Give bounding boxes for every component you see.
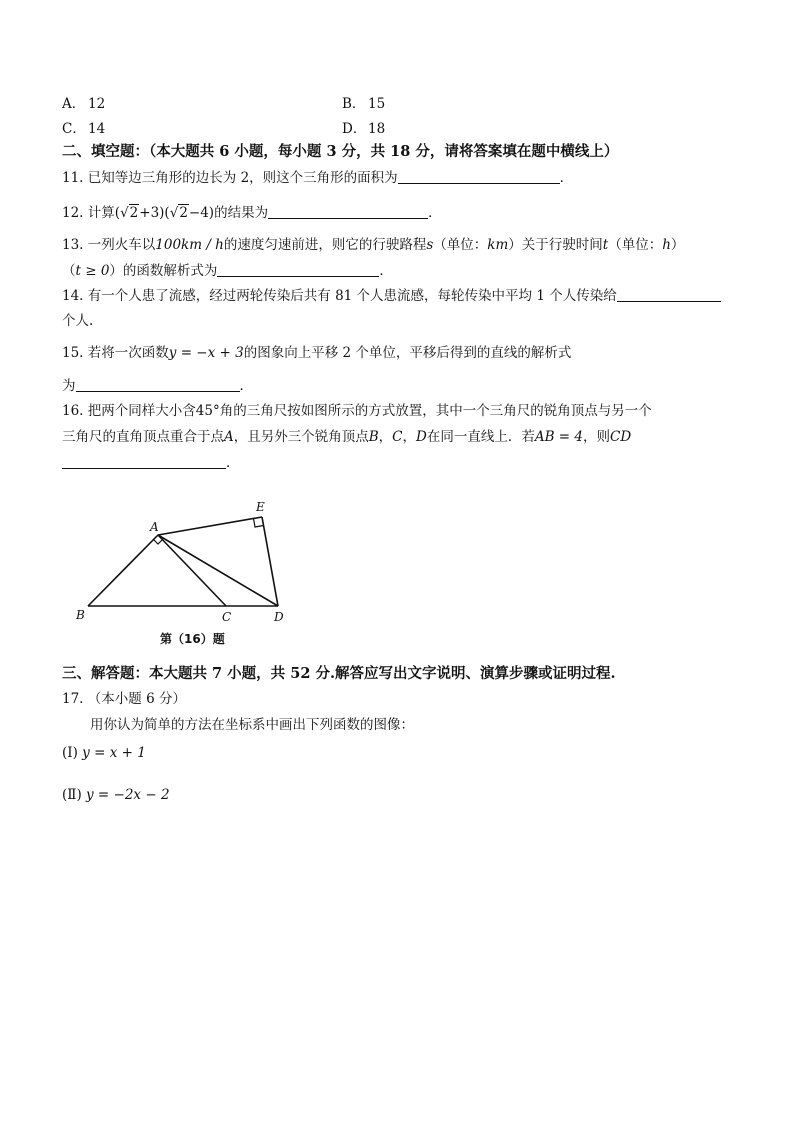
option-b [342, 92, 385, 112]
q13-end: ． [379, 263, 393, 279]
q15-text-c: 为 [62, 378, 76, 394]
q12-term-end: −4) [188, 205, 215, 221]
q17-part-1-function: y = x + 1 [82, 745, 146, 761]
q16-text-a: 把两个同样大小含 [87, 403, 196, 419]
question-16-line2 [62, 425, 631, 445]
question-16-line3 [62, 451, 240, 471]
q15-function: y = −x + 3 [168, 345, 244, 361]
q13-unit-t-close: ） [670, 237, 685, 253]
q16-figure [60, 495, 300, 655]
q16-point-d: D [416, 429, 427, 445]
question-13-line2 [62, 259, 393, 279]
q11-text: 已知等边三角形的边长为 2，则这个三角形的面积为 [87, 170, 398, 186]
q16-text-d: ，且另外三个锐角顶点 [233, 429, 369, 445]
option-a-value: 12 [88, 96, 106, 112]
option-a [62, 92, 105, 112]
q14-text: 有一个人患了流感，经过两轮传染后共有 81 个人患流感，每轮传染中平均 1 个人传染给 [87, 288, 617, 304]
question-16-line1 [62, 399, 652, 419]
question-11 [62, 166, 573, 186]
q13-var-t: t [602, 237, 609, 253]
q12-end: ． [428, 205, 442, 221]
segment-ac [158, 535, 226, 606]
q13-condition: t ≥ 0 [75, 263, 110, 279]
segment-ae [158, 517, 262, 535]
q16-segment-cd: CD [610, 429, 632, 445]
q16-text-b: 角的三角尺按如图所示的方式放置，其中一个三角尺的锐角顶点与另一个 [219, 403, 652, 419]
q12-post: 的结果为 [214, 205, 269, 221]
fig-caption: 第（16）题 [160, 632, 225, 646]
option-c-letter: C． [62, 121, 86, 137]
segment-ed [262, 517, 278, 606]
q14-answer-blank[interactable] [617, 287, 721, 302]
option-b-value: 15 [368, 96, 386, 112]
q12-number: 12. [62, 205, 84, 221]
q16-text-f: ，则 [583, 429, 610, 445]
question-17-header [62, 687, 186, 707]
q16-number: 16. [62, 403, 84, 419]
fig-label-c: C [222, 610, 232, 624]
q12-answer-blank[interactable] [268, 204, 428, 219]
segment-ad [158, 535, 278, 606]
q13-unit-h: h [662, 237, 671, 253]
q17-part-2 [62, 787, 170, 803]
q13-paren-open: （ [62, 263, 76, 279]
q13-text-b: 的速度匀速前进，则它的行驶路程 [223, 237, 427, 253]
section2-heading: 二、填空题：（本大题共 6 小题，每小题 3 分，共 18 分，请将答案填在题中横线上） [62, 143, 619, 160]
option-d [342, 117, 385, 137]
q16-comma-1: ， [378, 429, 393, 445]
q13-unit-s: （单位： [433, 237, 488, 253]
fig-label-b: B [76, 608, 85, 622]
q16-answer-blank[interactable] [62, 454, 226, 469]
right-angle-mark-a [154, 540, 163, 545]
q11-end: ． [559, 170, 574, 186]
q16-angle: 45° [195, 403, 220, 419]
segment-ab [88, 535, 158, 606]
q13-speed: 100km / h [155, 237, 224, 253]
q16-end: ． [226, 455, 240, 471]
q14-number: 14. [62, 288, 84, 304]
fig-label-e: E [256, 500, 265, 514]
question-14-line1 [62, 284, 721, 304]
fig-label-d: D [274, 610, 284, 624]
question-15-line2 [62, 374, 253, 394]
q17-number: 17. [62, 691, 84, 707]
q13-var-s: s [426, 237, 434, 253]
q13-text-a: 一列火车以 [87, 237, 156, 253]
q16-point-c: C [392, 429, 403, 445]
q16-point-b: B [368, 429, 379, 445]
q16-comma-2: ， [402, 429, 417, 445]
q13-answer-blank[interactable] [217, 262, 379, 277]
q17-part-1 [62, 745, 146, 761]
option-d-value: 18 [368, 121, 386, 137]
option-c-value: 14 [88, 121, 106, 137]
fig-label-a: A [150, 520, 159, 534]
q17-part-1-label: (Ⅰ) [62, 745, 78, 761]
q15-number: 15. [62, 345, 84, 361]
q13-unit-km: km [487, 237, 509, 253]
q15-text-a: 若将一次函数 [87, 345, 169, 361]
q12-expression: (√2+3)(√2−4) [114, 205, 215, 221]
option-c [62, 117, 105, 137]
q17-score: （本小题 6 分） [87, 691, 186, 707]
q16-text-c: 三角尺的直角顶点重合于点 [62, 429, 224, 445]
section3-heading: 三、解答题：本大题共 7 小题，共 52 分.解答应写出文字说明、演算步骤或证明过程. [62, 665, 616, 682]
option-a-letter: A． [62, 96, 86, 112]
q16-point-a: A [224, 429, 234, 445]
q15-answer-blank[interactable] [76, 377, 240, 392]
question-12 [62, 201, 442, 221]
q12-pre: 计算 [87, 205, 115, 221]
q12-radicand-1: 2 [129, 205, 139, 221]
q12-radicand-2: 2 [179, 205, 188, 221]
q17-part-2-function: y = −2x − 2 [86, 787, 170, 803]
q11-number: 11. [62, 170, 84, 186]
option-b-letter: B． [342, 96, 366, 112]
question-15-line1 [62, 341, 571, 361]
q13-text-c: ）的函数解析式为 [109, 263, 218, 279]
question-14-line2: 个人. [62, 313, 94, 329]
q13-number: 13. [62, 237, 84, 253]
q11-answer-blank[interactable] [398, 169, 560, 184]
q12-paren-open: ( [114, 205, 121, 221]
q13-unit-close: ）关于行驶时间 [508, 237, 603, 253]
q15-text-b: 的图象向上平移 2 个单位，平移后得到的直线的解析式 [243, 345, 572, 361]
q16-text-e: 在同一直线上．若 [426, 429, 535, 445]
option-d-letter: D． [342, 121, 367, 137]
question-13-line1 [62, 233, 684, 253]
q16-condition: AB = 4 [534, 429, 583, 445]
q13-unit-t: （单位： [608, 237, 663, 253]
q17-instruction: 用你认为简单的方法在坐标系中画出下列函数的图像： [90, 717, 414, 733]
q17-part-2-label: (Ⅱ) [62, 787, 82, 803]
q15-end: ． [239, 378, 253, 394]
q12-term-mid: +3)( [139, 205, 170, 221]
